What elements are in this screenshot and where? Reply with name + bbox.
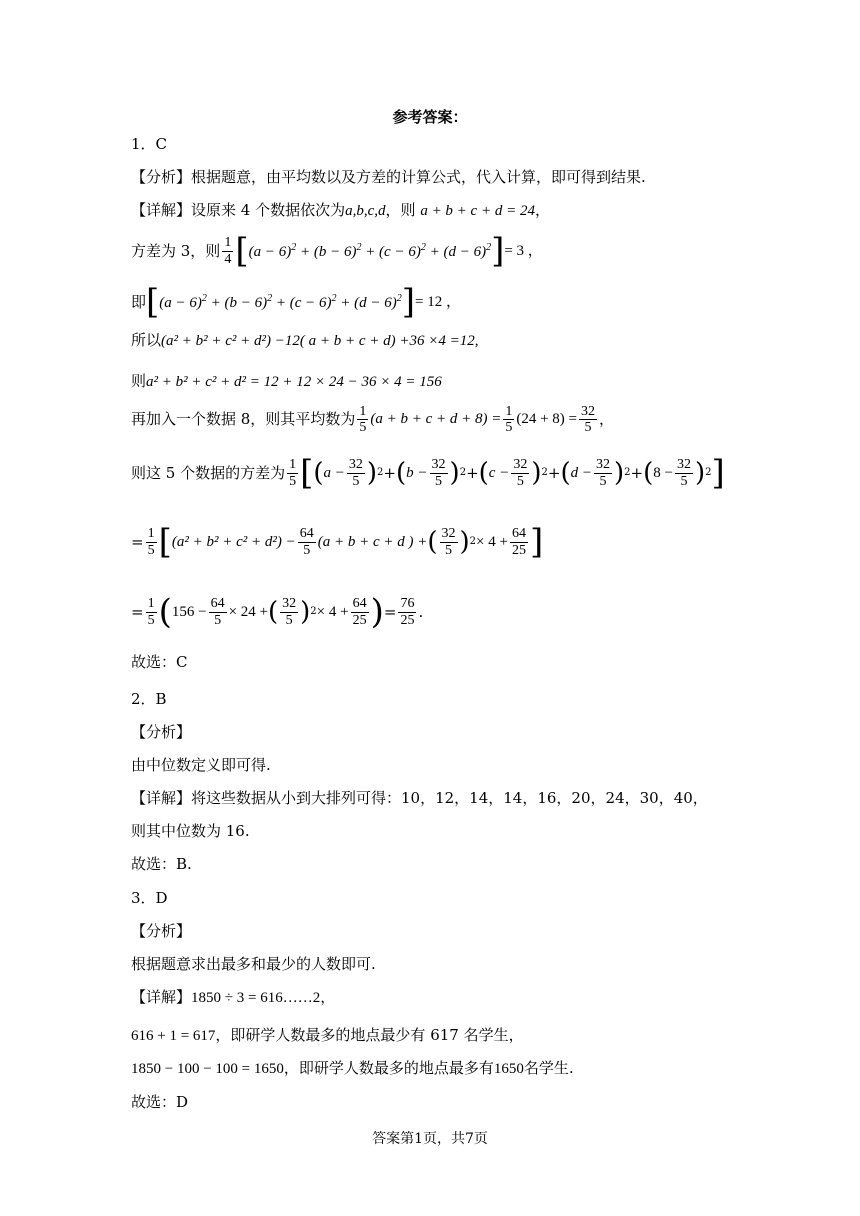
q2-analysis: 【分析】 [131,723,192,741]
q1-var3-end: = 3 ， [504,242,543,259]
fraction-1-5: $\frac{1}{5}$ [289,457,297,489]
q1-answer: 故选：C [131,653,188,671]
page-title: 参考答案： [392,108,468,126]
q3-answer: 故选：D [131,1093,189,1111]
q1-add8-expr2: (24 + 8) = [516,411,578,428]
fraction-32-5: $\frac{32}{5}$ [581,404,596,436]
fraction-1-5: $\frac{1}{5}$ [505,404,513,436]
q1-step-suoyi-label: 所以 [131,331,162,349]
q3-line-3: 1850 − 100 − 100 = 1650，即研学人数最多的地点最多有1650名学生. [131,1059,574,1077]
q1-variance-5: 则这 5 个数据的方差为 $\frac{1}{5}$ [ ( a − $\frac{32}{5}$ ) 2 + ( b − $\frac{32}{5}$ ) 2 + ( c − $\frac{32}{5}$ ) 2 + ( d − $\frac{32}{5}$ ) 2 + ( 8 − $\frac{32}{5}$ ) 2 ] [131,453,725,493]
q1-analysis: 【分析】根据题意，由平均数以及方差的计算公式，代入计算，即可得到结果. [131,168,646,186]
q1-var5-prefix: 则这 5 个数据的方差为 [131,463,286,482]
q1-eq-line-1: = $\frac{1}{5}$ [ (a² + b² + c² + d²) − $\frac{64}{5}$ (a + b + c + d ) + ( $\frac{32}{5}$ ) 2 × 4 + $\frac{64}{25}$ ] [131,522,544,562]
q1-step-ji-end: = 12 ， [415,293,462,310]
q1-var3-prefix: 方差为 3，则 [131,241,221,260]
q2-answer: 故选：B. [131,855,192,873]
q2-number: 2．B [131,690,167,708]
q1-step-ze-label: 则 [131,372,147,390]
q1-add8-expr: (a + b + c + d + 8) = [370,411,502,428]
fraction-1-5: $\frac{1}{5}$ [359,404,367,436]
q2-detail: 【详解】将这些数据从小到大排列可得：10，12，14，14，16，20，24，30，40， [131,789,708,807]
q1-step-ze [131,374,442,390]
q1-step-ji-label: 即 [131,292,147,311]
q1-detail-mid: ，则 [385,201,416,219]
q1-step-suoyi-expr: (a² + b² + c² + d²) −12( a + b + c + d) +36 ×4 =12, [161,333,479,349]
page-footer: 答案第1页，共7页 [372,1131,488,1147]
q3-analysis: 【分析】 [131,922,192,940]
q1-detail-eq: a + b + c + d = 24 [420,203,535,219]
q1-detail [131,203,550,219]
q1-eq-line-2: = $\frac{1}{5}$ ( 156 − $\frac{64}{5}$ × 24 + ( $\frac{32}{5}$ ) 2 × 4 + $\frac{64}{25}$ ) = $\frac{76}{25}$ . [131,592,424,632]
q1-add8: 再加入一个数据 8，则其平均数为 $\frac{1}{5}$ (a + b + c + d + 8) = $\frac{1}{5}$ (24 + 8) = $\frac{32}{5}$ ， [131,404,615,436]
q3-detail: 【详解】1850 ÷ 3 = 616……2， [131,988,336,1006]
q2-analysis-text: 由中位数定义即可得. [131,756,271,774]
q3-analysis-text: 根据题意求出最多和最少的人数即可. [131,955,376,973]
q1-number: 1．C [131,135,168,153]
q1-detail-prefix: 【详解】设原来 4 个数据依次为 [131,201,346,219]
q1-step-ji: 即 [ $(a - 6)^2 + (b - 6)^2 + (c - 6)^2 + (d - 6)^2$ ] = 12 ， [131,282,462,322]
q1-step-ze-expr: a² + b² + c² + d² = 12 + 12 × 24 − 36 × 4 = 156 [146,374,442,390]
q3-number: 3．D [131,889,168,907]
q1-detail-vars: a,b,c,d [345,203,386,219]
q1-variance-3: 方差为 3，则 $\frac{1}{4}$ [ $(a - 6)^2 + (b - 6)^2 + (c - 6)^2 + (d - 6)^2$ ] = 3 ， [131,231,543,271]
q1-detail-end: ， [534,201,550,219]
fraction-1-4: $\frac{1}{4}$ [224,235,232,267]
q3-line-2: 616 + 1 = 617，即研学人数最多的地点最少有 617 名学生， [131,1026,524,1044]
q2-median: 则其中位数为 16. [131,822,250,840]
q1-step-suoyi [131,333,479,349]
q1-add8-prefix: 再加入一个数据 8，则其平均数为 [131,410,356,429]
